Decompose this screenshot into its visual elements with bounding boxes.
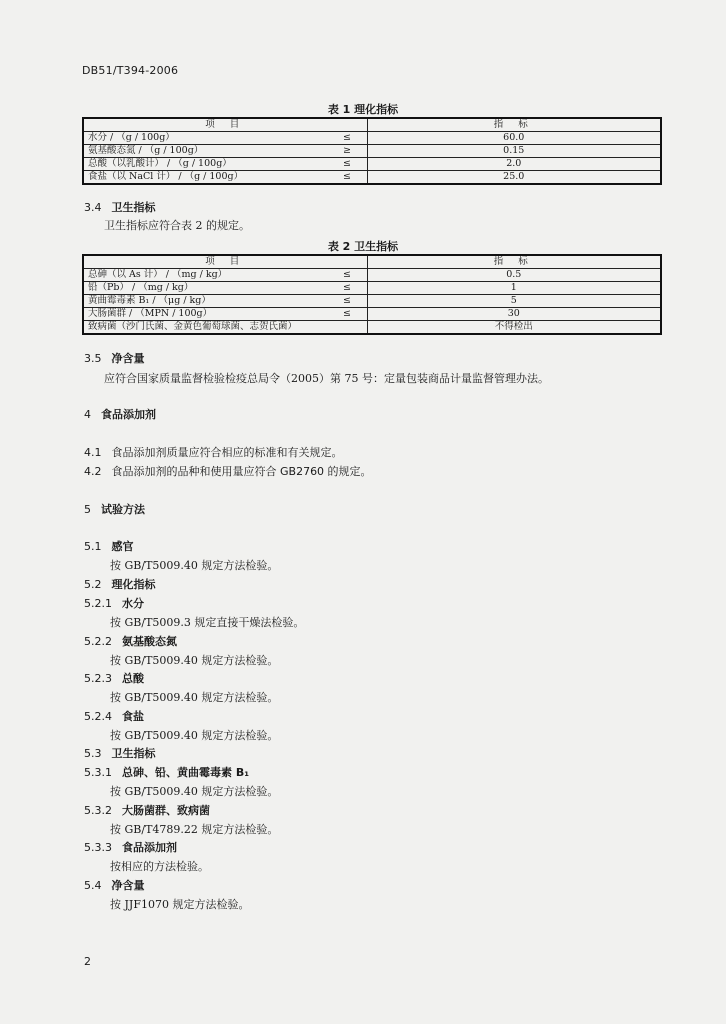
section-number: 3.4 [84, 201, 102, 214]
table2-row-item: 黄曲霉毒素 B₁ / （μg / kg） [83, 295, 343, 308]
page-number: 2 [84, 955, 91, 968]
table1-row-item: 总酸（以乳酸计） / （g / 100g） [83, 158, 343, 171]
section-number: 5.4 [84, 879, 102, 892]
section-number: 4.2 [84, 465, 102, 478]
table2-row-item: 总砷（以 As 计） / （mg / kg） [83, 269, 343, 282]
section-3-4-heading [84, 199, 156, 215]
table1-header-row [83, 118, 661, 132]
table2-row-op: ≤ [343, 308, 367, 321]
table1-title: 表 1 理化指标 [327, 103, 399, 116]
section-5-1-text: 按 GB/T5009.40 规定方法检验。 [110, 559, 279, 572]
section-4-heading [84, 406, 156, 422]
table1-row-value: 2.0 [367, 158, 661, 171]
section-title: 净含量 [111, 879, 145, 892]
section-number: 5.3.2 [84, 804, 112, 817]
table1-row-op: ≤ [343, 132, 367, 145]
section-5-2-2-heading [84, 633, 177, 649]
section-title: 试验方法 [101, 503, 145, 516]
section-number: 5.2.2 [84, 635, 112, 648]
section-5-3-3-text: 按相应的方法检验。 [110, 860, 209, 873]
section-5-3-2-heading [84, 802, 210, 818]
section-title: 大肠菌群、致病菌 [122, 804, 210, 817]
section-title: 水分 [122, 597, 144, 610]
table2-row-item: 致病菌（沙门氏菌、金黄色葡萄球菌、志贺氏菌） [83, 321, 343, 335]
section-3-5-text: 应符合国家质量监督检验检疫总局令（2005）第 75 号：定量包装商品计量监督管理办法。 [104, 372, 549, 385]
section-title: 总酸 [122, 672, 144, 685]
table2-row-value: 5 [367, 295, 661, 308]
section-5-1-heading [84, 538, 134, 554]
section-title: 食品添加剂 [122, 841, 177, 854]
table-row [83, 132, 661, 145]
section-number: 5.2.1 [84, 597, 112, 610]
table1-row-op: ≤ [343, 171, 367, 185]
section-4-1 [84, 444, 343, 460]
section-number: 5.2.3 [84, 672, 112, 685]
table-row [83, 269, 661, 282]
standard-code: DB51/T394-2006 [82, 64, 179, 77]
table1-row-value: 0.15 [367, 145, 661, 158]
table-row [83, 282, 661, 295]
table-row [83, 295, 661, 308]
section-5-2-4-text: 按 GB/T5009.40 规定方法检验。 [110, 729, 279, 742]
section-number: 5.2 [84, 578, 102, 591]
table1-physicochemical [82, 117, 662, 185]
section-5-2-4-heading [84, 708, 144, 724]
section-title: 卫生指标 [111, 201, 156, 214]
table1-row-item: 氨基酸态氮 / （g / 100g） [83, 145, 343, 158]
section-number: 5 [84, 503, 91, 516]
table1-row-item: 食盐（以 NaCl 计） / （g / 100g） [83, 171, 343, 185]
table2-row-op: ≤ [343, 269, 367, 282]
section-5-3-3-heading [84, 839, 177, 855]
section-5-2-3-heading [84, 670, 144, 686]
table1-col-value: 指 标 [367, 118, 661, 132]
section-5-2-heading [84, 576, 156, 592]
section-5-heading [84, 501, 145, 517]
section-5-2-2-text: 按 GB/T5009.40 规定方法检验。 [110, 654, 279, 667]
section-5-3-1-text: 按 GB/T5009.40 规定方法检验。 [110, 785, 279, 798]
section-3-4-text: 卫生指标应符合表 2 的规定。 [104, 219, 250, 232]
table2-row-item: 大肠菌群 / （MPN / 100g） [83, 308, 343, 321]
section-title: 净含量 [111, 352, 145, 365]
section-5-2-3-text: 按 GB/T5009.40 规定方法检验。 [110, 691, 279, 704]
table-row [83, 158, 661, 171]
section-5-3-heading [84, 745, 156, 761]
section-title: 感官 [111, 540, 134, 553]
section-5-4-text: 按 JJF1070 规定方法检验。 [110, 898, 250, 911]
section-number: 3.5 [84, 352, 102, 365]
section-number: 5.3.3 [84, 841, 112, 854]
section-number: 4.1 [84, 446, 102, 459]
table-row [83, 145, 661, 158]
section-number: 5.3.1 [84, 766, 112, 779]
table-row [83, 171, 661, 185]
table2-row-value: 1 [367, 282, 661, 295]
section-text: 食品添加剂的品种和使用量应符合 GB2760 的规定。 [111, 465, 372, 478]
table1-row-op: ≥ [343, 145, 367, 158]
section-title: 氨基酸态氮 [122, 635, 177, 648]
table-row [83, 308, 661, 321]
table2-row-item: 铅（Pb） / （mg / kg） [83, 282, 343, 295]
section-number: 5.3 [84, 747, 102, 760]
table2-row-value: 30 [367, 308, 661, 321]
table2-title: 表 2 卫生指标 [327, 240, 399, 253]
section-title: 食品添加剂 [101, 408, 156, 421]
section-5-2-1-heading [84, 595, 144, 611]
table2-col-item: 项 目 [83, 255, 367, 269]
table1-row-op: ≤ [343, 158, 367, 171]
table2-row-op [343, 321, 367, 335]
section-number: 5.1 [84, 540, 102, 553]
section-title: 理化指标 [111, 578, 156, 591]
table2-col-value: 指 标 [367, 255, 661, 269]
table1-col-item: 项 目 [83, 118, 367, 132]
section-5-3-1-heading [84, 764, 249, 780]
section-3-5-heading [84, 350, 145, 366]
section-5-4-heading [84, 877, 145, 893]
table2-header-row [83, 255, 661, 269]
section-text: 食品添加剂质量应符合相应的标准和有关规定。 [111, 446, 343, 459]
table1-row-value: 25.0 [367, 171, 661, 185]
section-title: 总砷、铅、黄曲霉毒素 B₁ [122, 766, 250, 779]
table2-row-op: ≤ [343, 295, 367, 308]
section-5-2-1-text: 按 GB/T5009.3 规定直接干燥法检验。 [110, 616, 305, 629]
table1-row-item: 水分 / （g / 100g） [83, 132, 343, 145]
table1-row-value: 60.0 [367, 132, 661, 145]
section-number: 5.2.4 [84, 710, 112, 723]
section-number: 4 [84, 408, 91, 421]
table-row [83, 321, 661, 335]
section-title: 卫生指标 [111, 747, 156, 760]
table2-row-value: 不得检出 [367, 321, 661, 335]
table2-hygienic [82, 254, 662, 335]
section-5-3-2-text: 按 GB/T4789.22 规定方法检验。 [110, 823, 279, 836]
table2-row-value: 0.5 [367, 269, 661, 282]
section-4-2 [84, 463, 372, 479]
section-title: 食盐 [122, 710, 144, 723]
table2-row-op: ≤ [343, 282, 367, 295]
